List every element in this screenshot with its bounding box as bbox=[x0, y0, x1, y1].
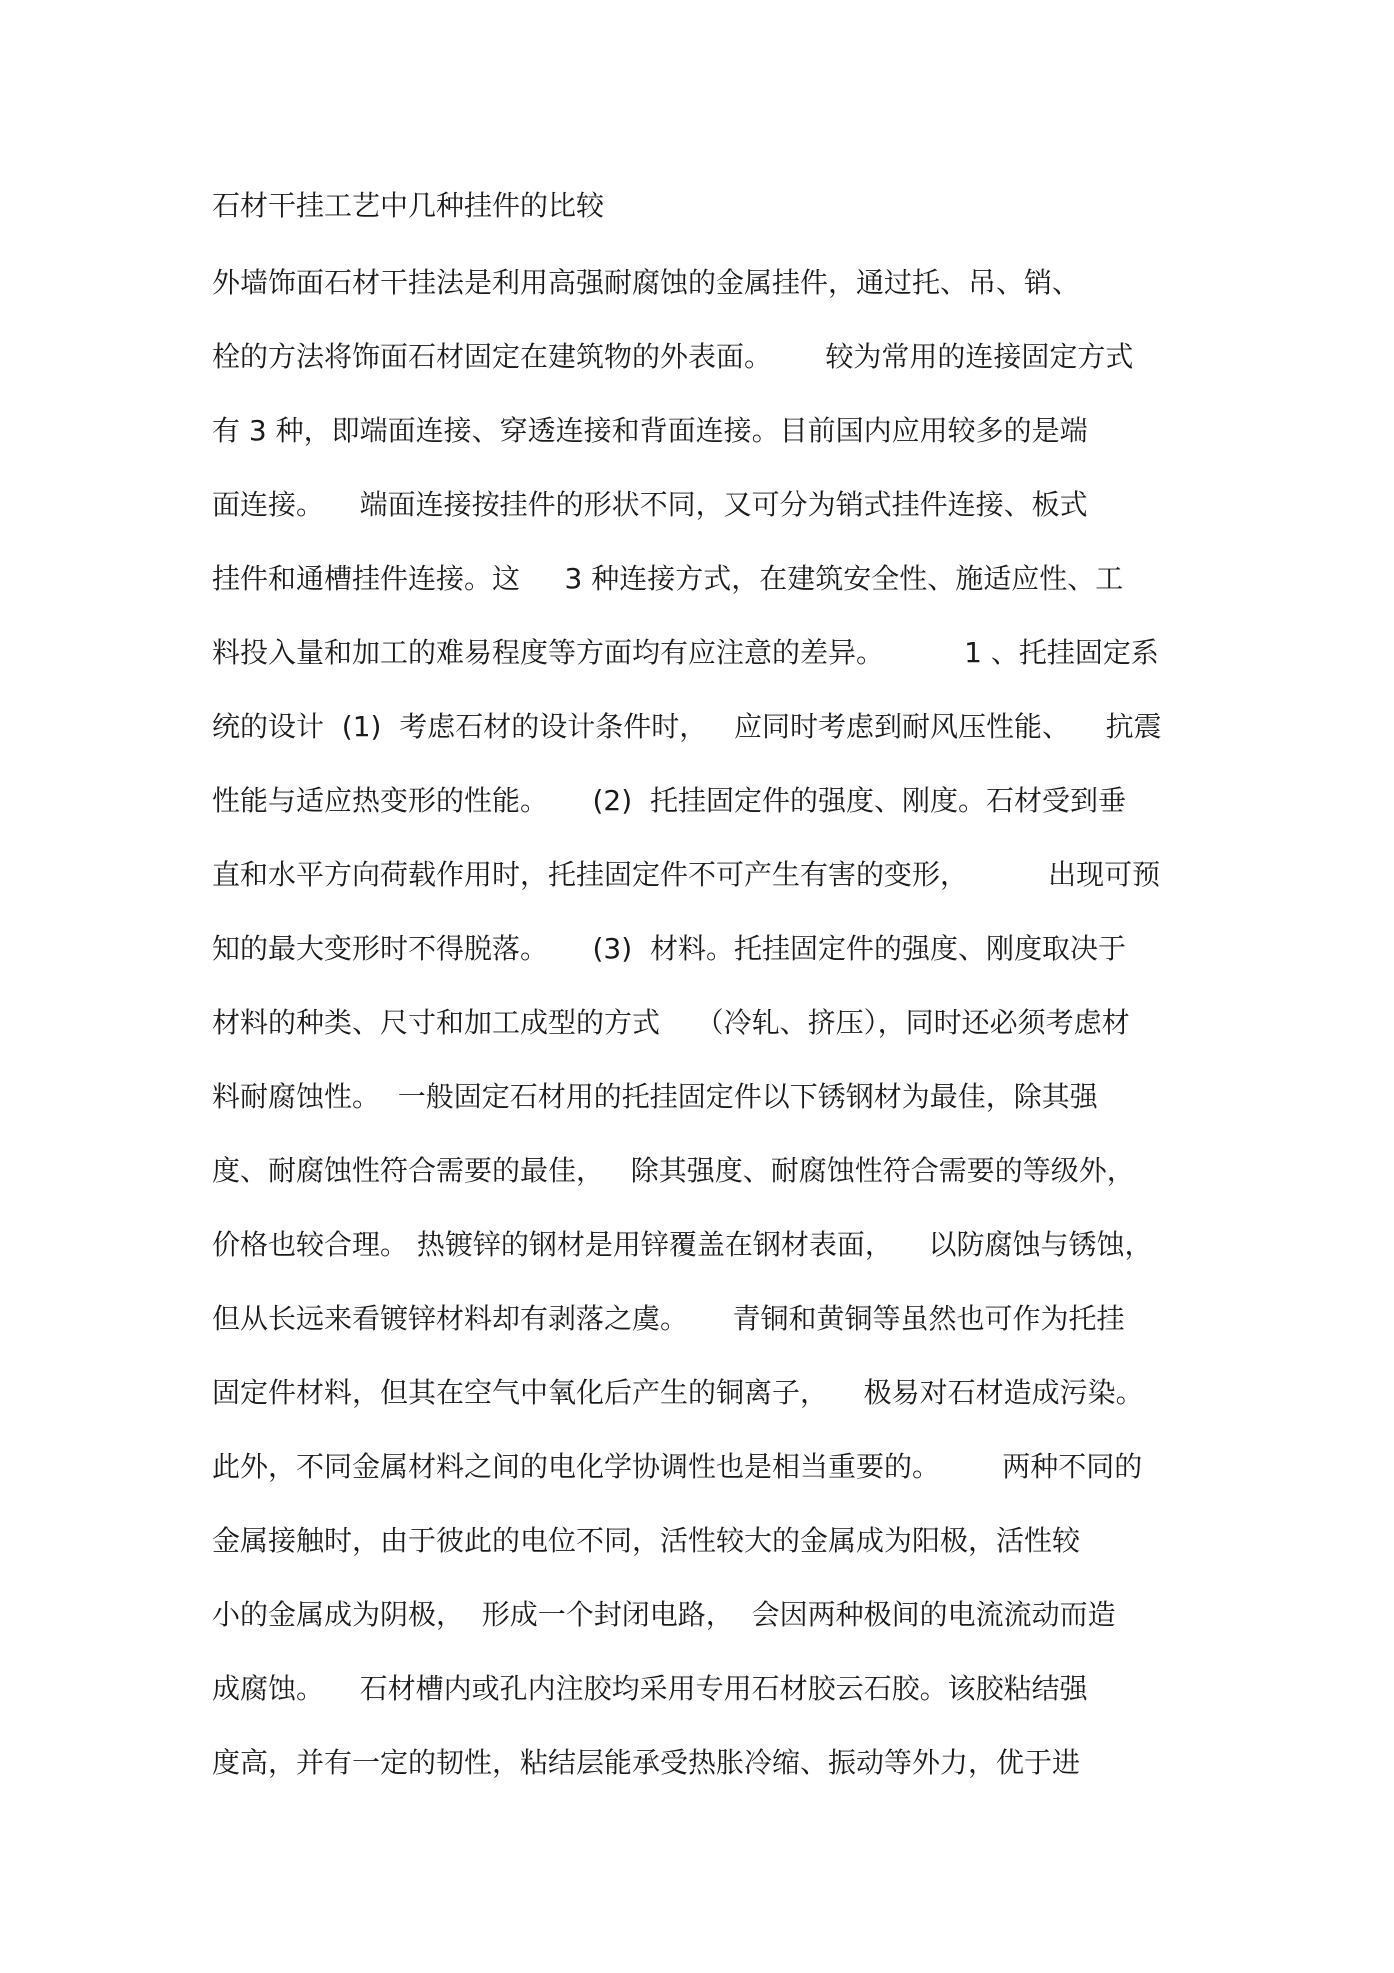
text-line: 知的最大变形时不得脱落。 (3) 材料。托挂固定件的强度、刚度取决于 bbox=[212, 932, 1126, 965]
text-line: 金属接触时，由于彼此的电位不同，活性较大的金属成为阳极，活性较 bbox=[212, 1524, 1081, 1557]
text-line: 栓的方法将饰面石材固定在建筑物的外表面。 较为常用的连接固定方式 bbox=[212, 340, 1134, 373]
text-line: 固定件材料，但其在空气中氧化后产生的铜离子， 极易对石材造成污染。 bbox=[212, 1376, 1144, 1409]
text-line: 但从长远来看镀锌材料却有剥落之虞。 青铜和黄铜等虽然也可作为托挂 bbox=[212, 1302, 1125, 1335]
text-line: 面连接。 端面连接按挂件的形状不同，又可分为销式挂件连接、板式 bbox=[212, 488, 1088, 521]
text-line: 价格也较合理。 热镀锌的钢材是用锌覆盖在钢材表面， 以防腐蚀与锈蚀， bbox=[212, 1228, 1153, 1261]
text-line: 小的金属成为阴极， 形成一个封闭电路， 会因两种极间的电流流动而造 bbox=[212, 1598, 1116, 1631]
text-line: 性能与适应热变形的性能。 (2) 托挂固定件的强度、刚度。石材受到垂 bbox=[212, 784, 1126, 817]
text-line: 成腐蚀。 石材槽内或孔内注胶均采用专用石材胶云石胶。该胶粘结强 bbox=[212, 1672, 1088, 1705]
text-line: 统的设计 (1) 考虑石材的设计条件时， 应同时考虑到耐风压性能、 抗震 bbox=[212, 710, 1162, 743]
text-line: 有 3 种，即端面连接、穿透连接和背面连接。目前国内应用较多的是端 bbox=[212, 414, 1088, 447]
text-line: 直和水平方向荷载作用时，托挂固定件不可产生有害的变形， 出现可预 bbox=[212, 858, 1161, 891]
text-line: 度、耐腐蚀性符合需要的最佳， 除其强度、耐腐蚀性符合需要的等级外， bbox=[212, 1154, 1135, 1187]
text-line: 此外，不同金属材料之间的电化学协调性也是相当重要的。 两种不同的 bbox=[212, 1450, 1143, 1483]
text-line: 挂件和通槽挂件连接。这 3 种连接方式，在建筑安全性、施适应性、工 bbox=[212, 562, 1124, 595]
document-title: 石材干挂工艺中几种挂件的比较 bbox=[212, 189, 605, 222]
text-line: 材料的种类、尺寸和加工成型的方式 （冷轧、挤压），同时还必须考虑材 bbox=[212, 1006, 1130, 1039]
text-line: 外墙饰面石材干挂法是利用高强耐腐蚀的金属挂件，通过托、吊、销、 bbox=[212, 266, 1081, 299]
text-line: 料耐腐蚀性。 一般固定石材用的托挂固定件以下锈钢材为最佳，除其强 bbox=[212, 1080, 1098, 1113]
text-line: 料投入量和加工的难易程度等方面均有应注意的差异。 1 、托挂固定系 bbox=[212, 636, 1159, 669]
text-line: 度高，并有一定的韧性，粘结层能承受热胀冷缩、振动等外力，优于进 bbox=[212, 1746, 1081, 1779]
